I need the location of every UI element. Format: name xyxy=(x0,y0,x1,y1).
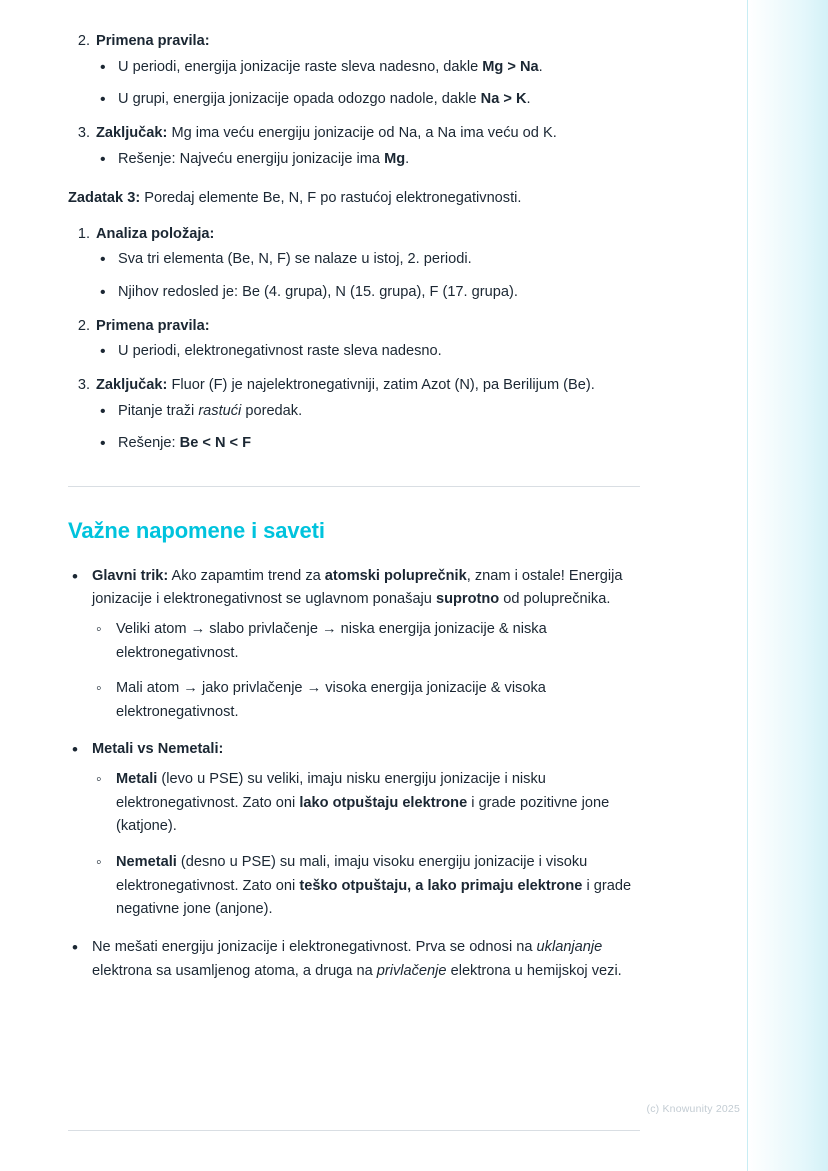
note-item-glavni-trik-subitems xyxy=(92,618,640,725)
task2-step2-heading: Primena pravila: xyxy=(96,33,210,49)
section-divider xyxy=(68,486,640,487)
list-item: ◦ Veliki atom → slabo privlačenje → niska energija jonizacije & niska elektronegativnost. xyxy=(92,618,640,665)
task3-step2-heading: Primena pravila: xyxy=(96,317,210,334)
task3-step2-bullets xyxy=(96,340,640,364)
note-item-metali-nemetali: • Metali vs Nemetali: ◦ Metali (levo u PSE) su veliki, imaju nisku energiju jonizacije i nisku elektronegativnost. Zato oni lako otpuštaju elektrone i grade pozitivne jone (katjone). ◦ Nemetali (desno u PSE) su mali, imaju visoku energiju jonizacije i visoku elektronegativnost. Zato oni teško otpuštaju, a lako primaju elektrone i grade negativne jone (anjone). xyxy=(68,738,640,921)
task3-step1-number: 1. xyxy=(77,225,90,242)
list-item: ◦ Mali atom → jako privlačenje → visoka energija jonizacije & visoka elektronegativnost. xyxy=(92,677,640,724)
page-title: Važne napomene i saveti xyxy=(68,517,325,543)
task3-step3-heading: Zaključak: Fluor (F) je najelektronegativniji, zatim Azot (N), pa Berilijum (Be). xyxy=(96,377,595,394)
task2-step3 xyxy=(68,122,640,171)
task3-step3-number: 3. xyxy=(77,377,90,394)
list-item: • Sva tri elementa (Be, N, F) se nalaze u istoj, 2. periodi. xyxy=(96,248,640,272)
task2-step3-number: 3. xyxy=(77,124,90,141)
task3-step1 xyxy=(68,223,640,305)
task3-intro: Zadatak 3: Poredaj elemente Be, N, F po rastućoj elektronegativnosti. xyxy=(68,190,522,207)
note-item-metali-nemetali-subitems xyxy=(92,768,640,922)
note-item-ne-mesati: • Ne mešati energiju jonizacije i elektronegativnost. Prva se odnosi na uklanjanje elektrona sa usamljenog atoma, a druga na privlačenje elektrona u hemijskoj vezi. xyxy=(68,936,640,983)
list-item: • Rešenje: Be < N < F xyxy=(96,432,640,456)
task2-step3-bullets xyxy=(96,148,640,172)
list-item: • U grupi, energija jonizacije opada odozgo nadole, dakle Na > K. xyxy=(96,88,640,112)
bottom-divider xyxy=(68,1130,640,1131)
note-item-glavni-trik: • Glavni trik: Ako zapamtim trend za atomski poluprečnik, znam i ostale! Energija jonizacije i elektronegativnost se uglavnom ponašaju suprotno od poluprečnika. ◦ Veliki atom → slabo privlačenje → niska energija jonizacije & niska elektronegativnost. ◦ Mali atom → jako privlačenje → visoka energija jonizacije & visoka elektronegativnost. xyxy=(68,565,640,725)
page-edge-gradient xyxy=(747,0,828,1171)
task3-step2-number: 2. xyxy=(77,317,90,334)
task3-step1-heading: Analiza položaja: xyxy=(96,225,215,242)
task3-step3-bullets xyxy=(96,400,640,456)
task3-steps xyxy=(68,223,640,456)
list-item: • Njihov redosled je: Be (4. grupa), N (15. grupa), F (17. grupa). xyxy=(96,281,640,305)
copyright-footer: (c) Knowunity 2025 xyxy=(646,1103,740,1115)
task2-steps xyxy=(68,30,640,171)
document-content xyxy=(68,30,640,997)
task3-step2 xyxy=(68,315,640,364)
task2-step2-number: 2. xyxy=(77,33,90,49)
task3-step1-bullets xyxy=(96,248,640,304)
list-item: ◦ Metali (levo u PSE) su veliki, imaju nisku energiju jonizacije i nisku elektronegativnost. Zato oni lako otpuštaju elektrone i grade pozitivne jone (katjone). xyxy=(92,768,640,839)
list-item: • U periodi, energija jonizacije raste sleva nadesno, dakle Mg > Na. xyxy=(96,56,640,80)
list-item: • Rešenje: Najveću energiju jonizacije ima Mg. xyxy=(96,148,640,172)
list-item: • U periodi, elektronegativnost raste sleva nadesno. xyxy=(96,340,640,364)
list-item: • Pitanje traži rastući poredak. xyxy=(96,400,640,424)
task2-step2-bullets xyxy=(96,56,640,112)
task2-step3-heading: Zaključak: Mg ima veću energiju jonizacije od Na, a Na ima veću od K. xyxy=(96,124,557,141)
notes-list xyxy=(68,565,640,984)
task2-step2 xyxy=(68,30,640,112)
task3-step3 xyxy=(68,374,640,456)
list-item: ◦ Nemetali (desno u PSE) su mali, imaju visoku energiju jonizacije i visoku elektronegativnost. Zato oni teško otpuštaju, a lako primaju elektrone i grade negativne jone (anjone). xyxy=(92,851,640,922)
